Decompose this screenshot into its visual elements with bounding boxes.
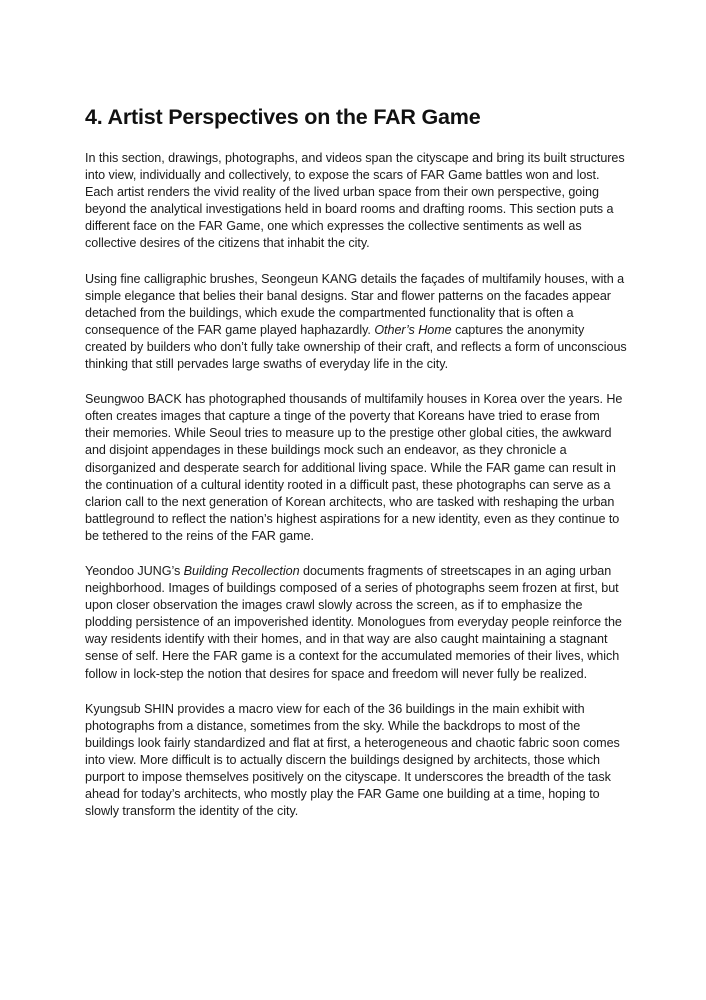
text-span: Seungwoo BACK has photographed thousands of multifamily houses in Korea over the years. He often creates images that capture a tinge of the poverty that Koreans have tried to erase from their memories. While Seoul tries to measure up to the prestige other global cities, the awkward and disjoint appendages in these buildings mock such an endeavor, as they chronicle a disorganized and desperate search for additional living space. While the FAR game can result in the continuation of a cultural identity rooted in a difficult past, these photographs can serve as a clarion call to the next generation of Korean architects, who are tasked with reshaping the urban battleground to reflect the nation’s highest aspirations for a new identity, even as they continue to be tethered to the reins of the FAR game. (85, 392, 623, 543)
text-span: In this section, drawings, photographs, and videos span the cityscape and bring its built structures into view, individually and collectively, to expose the scars of FAR Game battles won and lost. Each artist renders the vivid reality of the lived urban space from their own perspective, going beyond the analytical investigations held in board rooms and drafting rooms. This section puts a different face on the FAR Game, one which expresses the collective sentiments as well as collective desires of the citizens that inhabit the city. (85, 151, 625, 251)
italic-title: Other’s Home (374, 322, 452, 337)
paragraph-kang (85, 271, 627, 374)
text-span: Kyungsub SHIN provides a macro view for each of the 36 buildings in the main exhibit with photographs from a distance, sometimes from the sky. While the backdrops to most of the buildings look fairly standardized and flat at first, a heterogeneous and chaotic fabric soon comes into view. More difficult is to actually discern the buildings designed by architects, those which purport to impose themselves positively on the cityscape. It underscores the breadth of the task ahead for today’s architects, who mostly play the FAR Game one building at a time, hoping to slowly transform the identity of the city. (85, 701, 620, 819)
text-span: documents fragments of streetscapes in an aging urban neighborhood. Images of buildings composed of a series of photographs seem frozen at first, but upon closer observation the images crawl slowly across the screen, as if to emphasize the plodding persistence of an impoverished identity. Monologues from everyday people reinforce the way residents identify with their homes, and in that way are also caught maintaining a stagnant sense of self. Here the FAR game is a context for the accumulated memories of their lives, which follow in lock-step the notion that desires for space and freedom will never fully be realized. (85, 563, 622, 681)
paragraph-jung (85, 563, 627, 683)
section-heading: 4. Artist Perspectives on the FAR Game (85, 105, 481, 129)
paragraph-intro (85, 150, 627, 253)
text-span: captures the anonymity created by builders who don’t fully take ownership of their craft, and reflects a form of unconscious thinking that still pervades large swaths of everyday life in the city. (85, 322, 627, 372)
paragraph-shin (85, 701, 627, 821)
page-content (85, 103, 627, 838)
text-span: Using fine calligraphic brushes, Seongeun KANG details the façades of multifamily houses, with a simple elegance that belies their banal designs. Star and flower patterns on the facades appear detached from the buildings, which exude the compartmented functionality that is often a consequence of the FAR game played haphazardly. (85, 271, 625, 337)
text-span: Yeondoo JUNG’s (85, 563, 184, 578)
italic-title: Building Recollection (183, 563, 300, 578)
paragraph-back (85, 391, 627, 545)
body-text (85, 150, 627, 820)
